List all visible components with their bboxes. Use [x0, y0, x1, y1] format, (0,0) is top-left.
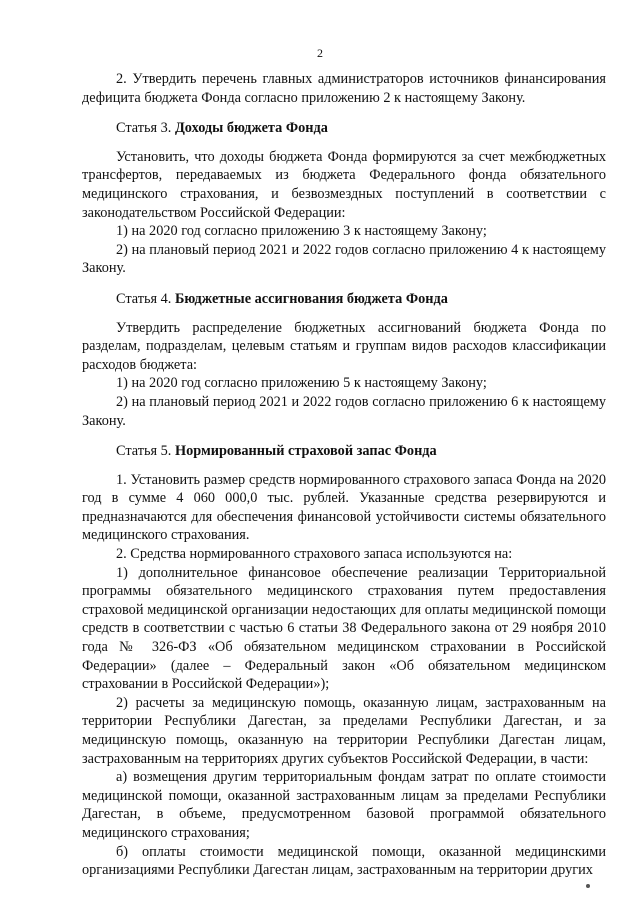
article-3-paragraph-3: 2) на плановый период 2021 и 2022 годов согласно приложению 4 к настоящему Закону. — [82, 241, 606, 277]
article-4-heading — [82, 290, 606, 309]
article-5-paragraph-5: а) возмещения другим территориальным фондам затрат по оплате стоимости медицинской помощи, оказанной застрахованным лицам за пределами Республики Дагестан, в объеме, предусмотренном базовой программой обязательного медицинского страхования; — [82, 769, 606, 841]
scan-dot — [586, 884, 590, 888]
article-3-number: Статья 3. — [116, 120, 172, 137]
article-5-paragraph-4: 2) расчеты за медицинскую помощь, оказанную лицам, застрахованным на территории Республики Дагестан, за пределами Республики Дагестан, и за медицинскую помощь, оказанную на территории Республики Дагестан лицам, застрахованным на территориях других субъектов Российской Федерации, в части: — [82, 694, 606, 767]
article-3-paragraph-2: 1) на 2020 год согласно приложению 3 к настоящему Закону; — [116, 223, 487, 240]
article-5-paragraph-2: 2. Средства нормированного страхового запаса используются на: — [116, 546, 513, 563]
article-5-paragraph-6: б) оплаты стоимости медицинской помощи, оказанной медицинскими организациями Республики Дагестан лицам, застрахованным на территории других — [82, 843, 606, 879]
document-body — [82, 70, 606, 880]
page-number: 2 — [317, 46, 323, 60]
article-4-paragraph-2: 1) на 2020 год согласно приложению 5 к настоящему Закону; — [116, 375, 487, 392]
article-4-paragraph-3: 2) на плановый период 2021 и 2022 годов согласно приложению 6 к настоящему Закону. — [82, 393, 606, 429]
article-4-title: Бюджетные ассигнования бюджета Фонда — [174, 290, 448, 307]
article-5-number: Статья 5. — [116, 443, 172, 460]
article-5-paragraph-1: 1. Установить размер средств нормированного страхового запаса Фонда на 2020 год в сумме 4 060 000,0 тыс. рублей. Указанные средства резервируются и предназначаются для обеспечения финансовой устойчивости системы обязательного медицинского страхования. — [82, 471, 606, 544]
article-5-heading — [82, 442, 606, 461]
article-5-paragraph-3: 1) дополнительное финансовое обеспечение реализации Территориальной программы обязательного медицинского страхования путем предоставления страховой медицинской организации недостающих для оплаты медицинской помощи средств в соответствии с частью 6 статьи 38 Федерального закона от 29 ноября 2010 года № 326-ФЗ «Об обязательном медицинском страховании в Российской Федерации» (далее – Федеральный закон «Об обязательном медицинском страховании в Российской Федерации»); — [82, 564, 606, 693]
article-3-title: Доходы бюджета Фонда — [174, 120, 328, 137]
article-4-number: Статья 4. — [116, 290, 172, 307]
article-5-title: Нормированный страховой запас Фонда — [174, 443, 437, 460]
article-3-paragraph-1: Установить, что доходы бюджета Фонда формируются за счет межбюджетных трансфертов, передаваемых из бюджета Федерального фонда обязательного медицинского страхования, и безвозмездных поступлений в соответствии с законодательством Российской Федерации: — [82, 148, 606, 221]
paragraph-approve-list: 2. Утвердить перечень главных администраторов источников финансирования дефицита бюджета Фонда согласно приложению 2 к настоящему Закону. — [82, 71, 606, 106]
article-4-paragraph-1: Утвердить распределение бюджетных ассигнований бюджета Фонда по разделам, подразделам, целевым статьям и группам видов расходов классификации расходов бюджета: — [82, 319, 606, 373]
article-3-heading — [82, 119, 606, 138]
